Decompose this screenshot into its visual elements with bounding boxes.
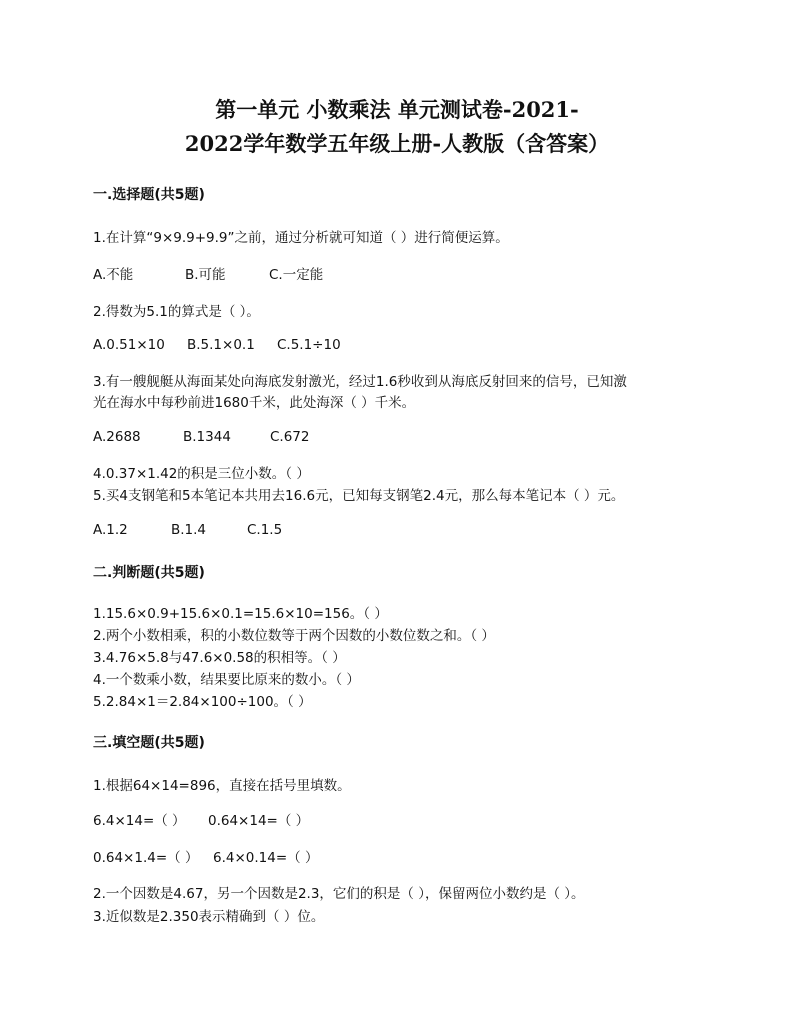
- option-b: B.可能: [185, 267, 226, 283]
- fill-question-1: 1.根据64×14=896，直接在括号里填数。: [93, 778, 351, 794]
- question-1-1: 1.在计算“9×9.9+9.9”之前，通过分析就可知道（ ）进行简便运算。: [93, 230, 509, 246]
- option-a: A.不能: [93, 267, 134, 283]
- option-b: B.1344: [183, 429, 231, 445]
- fill-question-2: 2.一个因数是4.67，另一个因数是2.3，它们的积是（ ），保留两位小数约是（ ）。: [93, 886, 585, 902]
- fill-blank-3: 0.64×1.4=（ ）: [93, 850, 199, 866]
- question-1-3-line-1: 3.有一艘舰艇从海面某处向海底发射激光，经过1.6秒收到从海底反射回来的信号，已知激: [93, 374, 627, 390]
- page-title-line-2: 2022学年数学五年级上册-人教版（含答案）: [184, 131, 610, 156]
- fill-blank-1: 6.4×14=（ ）: [93, 813, 186, 829]
- judgement-item-5: 5.2.84×1＝2.84×100÷100。（ ）: [93, 694, 312, 710]
- judgement-item-3: 3.4.76×5.8与47.6×0.58的积相等。（ ）: [93, 650, 346, 666]
- question-1-4: 4.0.37×1.42的积是三位小数。（ ）: [93, 466, 310, 482]
- question-1-5: 5.买4支钢笔和5本笔记本共用去16.6元，已知每支钢笔2.4元，那么每本笔记本（ ）元。: [93, 488, 625, 504]
- judgement-item-1: 1.15.6×0.9+15.6×0.1=15.6×10=156。（ ）: [93, 606, 388, 622]
- fill-blank-4: 6.4×0.14=（ ）: [213, 850, 319, 866]
- option-b: B.5.1×0.1: [187, 337, 255, 353]
- question-1-1-options: [93, 263, 323, 283]
- judgement-item-2: 2.两个小数相乘，积的小数位数等于两个因数的小数位数之和。（ ）: [93, 628, 495, 644]
- question-1-3-line-2: 光在海水中每秒前进1680千米，此处海深（ ）千米。: [93, 395, 416, 411]
- question-1-2: 2.得数为5.1的算式是（ ）。: [93, 304, 260, 320]
- option-a: A.0.51×10: [93, 337, 165, 353]
- option-a: A.1.2: [93, 522, 128, 538]
- option-c: C.5.1÷10: [277, 337, 341, 353]
- section-heading-judgement: 二.判断题(共5题): [93, 565, 205, 581]
- judgement-item-4: 4.一个数乘小数，结果要比原来的数小。（ ）: [93, 672, 360, 688]
- question-1-3-options: [93, 429, 310, 445]
- section-heading-fill-in: 三.填空题(共5题): [93, 735, 205, 751]
- fill-question-3: 3.近似数是2.350表示精确到（ ）位。: [93, 909, 325, 925]
- option-b: B.1.4: [171, 522, 207, 538]
- question-1-2-options: [93, 337, 341, 353]
- option-a: A.2688: [93, 429, 141, 445]
- fill-question-1-row-2: [93, 846, 318, 866]
- option-c: C.672: [270, 429, 310, 445]
- question-1-5-options: [93, 522, 282, 538]
- fill-question-1-row-1: [93, 809, 309, 829]
- option-c: C.1.5: [247, 522, 283, 538]
- fill-blank-2: 0.64×14=（ ）: [208, 813, 310, 829]
- section-heading-choice: 一.选择题(共5题): [93, 187, 205, 203]
- page-title-line-1: 第一单元 小数乘法 单元测试卷-2021-: [215, 97, 579, 122]
- option-c: C.一定能: [269, 267, 324, 283]
